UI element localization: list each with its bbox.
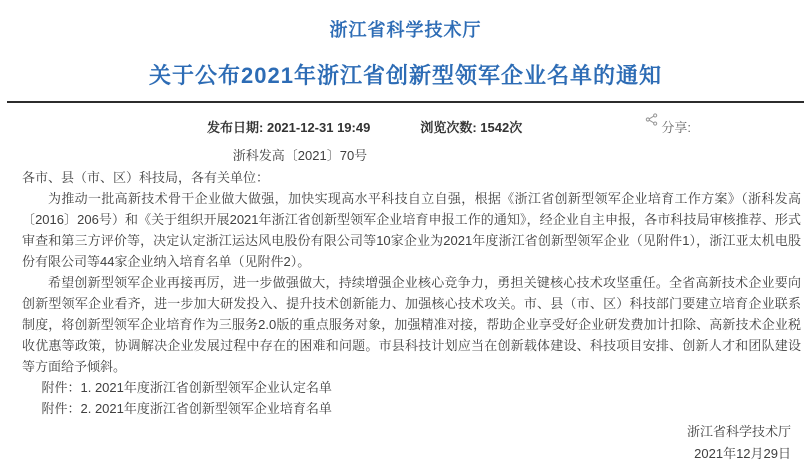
document-body bbox=[22, 167, 801, 419]
share-label: 分享: bbox=[661, 120, 691, 135]
meta-bar bbox=[207, 118, 811, 135]
notice-page bbox=[0, 16, 811, 461]
salutation-line: 各市、县（市、区）科技局，各有关单位： bbox=[22, 170, 270, 185]
signature-date: 2021年12月29日 bbox=[694, 446, 791, 461]
attachment-link-1[interactable]: 附件：1. 2021年度浙江省创新型领军企业认定名单 bbox=[41, 380, 332, 395]
view-count-label: 浏览次数: bbox=[420, 120, 477, 135]
body-paragraph-2: 希望创新型领军企业再接再厉，进一步做强做大，持续增强企业核心竞争力，勇担关键核心技术攻坚重任。全省高新技术企业要向创新型领军企业看齐，进一步加大研发投入、提升技术创新能力、加强核心技术攻关。市、县（市、区）科技部门要建立培育企业联系制度，将创新型领军企业培育作为三服务2.0版的重点服务对象，加强精准对接，帮助企业享受好企业研发费加计扣除、高新技术企业税收优惠等政策，协调解决企业发展过程中存在的困难和问题。市县科技计划应当在创新载体建设、科技项目安排、创新人才和团队建设等方面给予倾斜。 bbox=[22, 275, 801, 374]
view-count-value: 1542次 bbox=[480, 120, 523, 135]
view-count bbox=[420, 117, 522, 136]
page-title: 关于公布2021年浙江省创新型领军企业名单的通知 bbox=[149, 63, 662, 88]
document-number: 浙科发高〔2021〕70号 bbox=[232, 148, 368, 163]
org-title: 浙江省科学技术厅 bbox=[329, 20, 482, 40]
title-divider bbox=[7, 101, 804, 103]
publish-date-value: 2021-12-31 19:49 bbox=[266, 120, 371, 135]
signature-org: 浙江省科学技术厅 bbox=[686, 424, 791, 439]
attachment-link-2[interactable]: 附件：2. 2021年度浙江省创新型领军企业培育名单 bbox=[41, 401, 332, 416]
body-paragraph-1: 为推动一批高新技术骨干企业做大做强，加快实现高水平科技自立自强，根据《浙江省创新型领军企业培育工作方案》（浙科发高〔2016〕206号）和《关于组织开展2021年浙江省创新型领军企业培育申报工作的通知》，经企业自主申报，各市科技局审核推荐、形式审查和第三方评价等，决定认定浙江运达风电股份有限公司等10家企业为2021年度浙江省创新型领军企业（见附件1），浙江亚太机电股份有限公司等44家企业纳入培育名单（见附件2）。 bbox=[22, 191, 801, 269]
signature-block bbox=[0, 421, 811, 465]
share-control[interactable] bbox=[645, 117, 691, 136]
share-icon bbox=[645, 113, 658, 126]
publish-date-label: 发布日期: bbox=[207, 120, 264, 135]
publish-date bbox=[207, 117, 370, 136]
